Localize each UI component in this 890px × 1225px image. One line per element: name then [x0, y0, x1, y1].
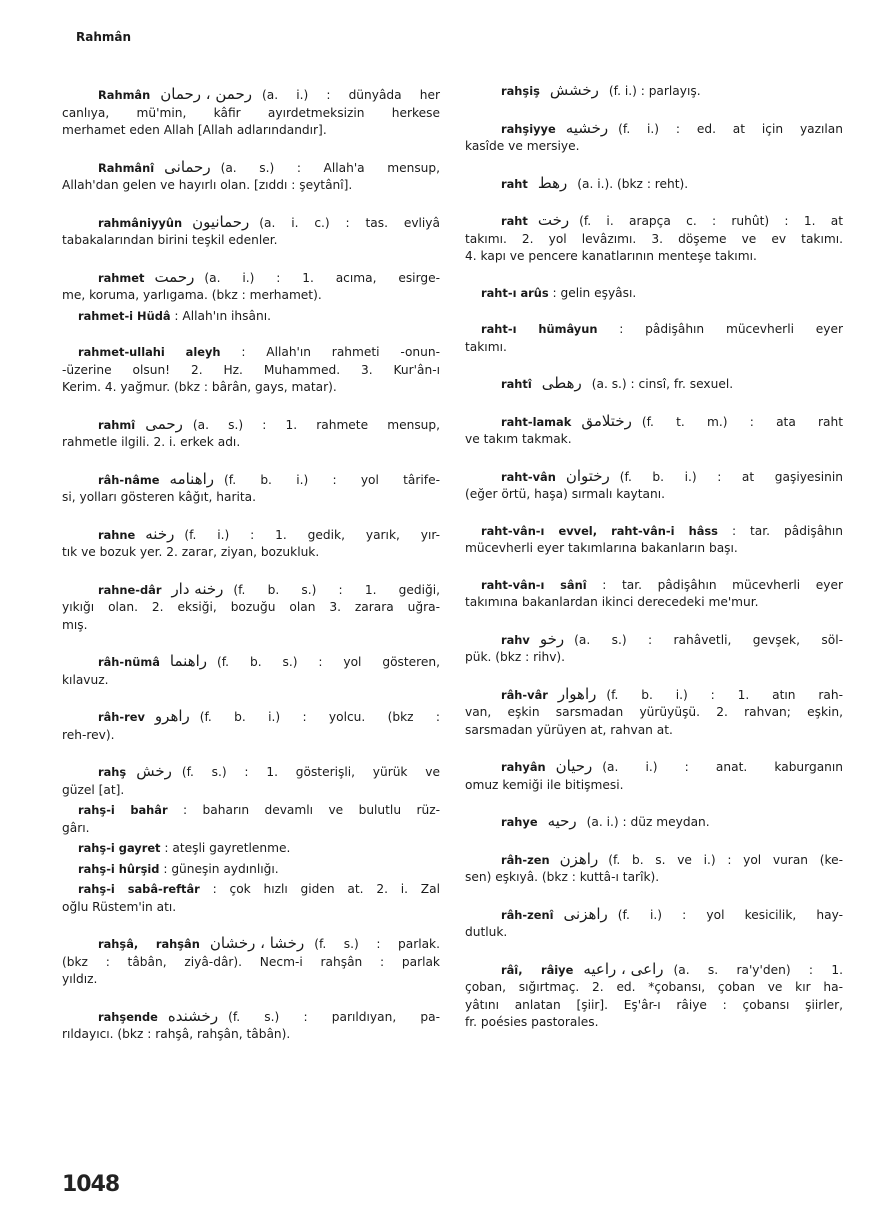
headword: râh-zenî	[501, 907, 554, 922]
headword: rahmâniyyûn	[98, 215, 183, 230]
arabic-script: راهنامه	[169, 469, 215, 488]
headword: raht	[501, 214, 528, 228]
right-column	[465, 82, 843, 1051]
definition-line: dutluk.	[465, 925, 508, 939]
headword: Rahmânî	[98, 160, 155, 175]
dictionary-entry	[62, 935, 440, 989]
headword: rahş-i bahâr	[78, 803, 168, 817]
headword: raht-ı arûs	[481, 285, 549, 300]
definition-text: : gelin eşyâsı.	[552, 285, 637, 300]
arabic-script: رخو	[539, 629, 565, 648]
dictionary-entry	[62, 763, 440, 799]
dictionary-entry	[62, 308, 440, 326]
definition-text: (f. b. s. ve i.) : yol vuran (ke-	[608, 852, 843, 867]
headword: rahtî	[501, 377, 532, 391]
dictionary-entry	[62, 159, 440, 195]
headword: râî, râiye	[501, 962, 574, 977]
dictionary-entry	[62, 526, 440, 562]
definition-text: : pâdişâhın mücevherli eyer	[619, 322, 843, 336]
dictionary-entry	[62, 1008, 440, 1044]
definition-line: oğlu Rüstem'in atı.	[62, 899, 177, 914]
definition-line: çoban, sığırtmaç. 2. ed. *çobansı, çoban ve kır ha-	[465, 980, 843, 994]
arabic-script: رختلامق	[581, 411, 632, 430]
definition-line: pük. (bkz : rihv).	[465, 650, 566, 664]
definition-text: (f. b. i.) : yolcu. (bkz :	[199, 710, 440, 724]
definition-line: güzel [at].	[62, 782, 125, 797]
definition-text: (f. s.) : parlak.	[314, 937, 440, 951]
headword: raht-vân-ı sânî	[481, 577, 587, 592]
headword: râh-zen	[501, 852, 550, 867]
definition-line: van, eşkin sarsmadan yürüyüşü. 2. rahvan; eşkin,	[465, 705, 843, 719]
headword: raht-lamak	[501, 414, 572, 429]
headword: rahne-dâr	[98, 582, 162, 597]
headword: rahmet	[98, 270, 145, 285]
arabic-script: رخشا ، رخشان	[209, 934, 305, 952]
definition-line: rıldayıcı. (bkz : rahşâ, rahşân, tâbân).	[62, 1027, 291, 1041]
headword: rahmet-i Hüdâ	[78, 308, 171, 323]
definition-text: : Allah'ın rahmeti -onun-	[241, 345, 440, 359]
definition-line: (eğer örtü, haşa) sırmalı kaytanı.	[465, 487, 666, 501]
definition-line: tabakalarından birini teşkil edenler.	[62, 233, 278, 247]
definition-line: ve takım takmak.	[465, 432, 572, 446]
headword: raht-vân-ı evvel, raht-vân-i hâss	[481, 523, 718, 538]
arabic-script: راهنما	[169, 652, 208, 670]
headword: rahne	[98, 527, 136, 542]
dictionary-entry	[465, 577, 843, 612]
headword: raht-ı hümâyun	[481, 322, 598, 336]
definition-line: yıkığı olan. 2. eksiği, bozuğu olan 3. zarara uğra-	[62, 600, 440, 614]
arabic-script: راهوار	[557, 684, 597, 703]
dictionary-entry	[62, 416, 440, 452]
definition-text: : tar. pâdişâhın mücevherli eyer	[602, 577, 843, 592]
arabic-script: رخنه دار	[171, 579, 224, 598]
arabic-script: راهرو	[154, 707, 190, 725]
dictionary-entry	[465, 212, 843, 266]
dictionary-entry	[62, 708, 440, 744]
dictionary-entry	[465, 631, 843, 667]
dictionary-entry	[465, 413, 843, 449]
headword: rahş-i hûrşid	[78, 861, 160, 876]
definition-text: (f. b. s.) : 1. gediği,	[233, 582, 440, 597]
dictionary-entry	[465, 82, 843, 101]
arabic-script: رحيان	[555, 757, 593, 775]
dictionary-entry	[465, 375, 843, 394]
definition-line: omuz kemiği ile bitişmesi.	[465, 777, 624, 792]
headword: râh-nümâ	[98, 655, 160, 669]
definition-line: sarsmadan yürüyen at, rahvan at.	[465, 722, 673, 737]
headword: rahşiyye	[501, 121, 556, 136]
dictionary-entry	[465, 468, 843, 504]
arabic-script: رحمن ، رحمان	[160, 85, 252, 103]
definition-line: Kerim. 4. yağmur. (bkz : bârân, gays, matar).	[62, 380, 337, 394]
arabic-script: رخشيه	[565, 118, 609, 137]
arabic-script: رختوان	[565, 466, 610, 485]
headword: rahş-i sabâ-reftâr	[78, 882, 200, 896]
definition-line: gârı.	[62, 820, 90, 835]
definition-line: tık ve bozuk yer. 2. zarar, ziyan, bozukluk.	[62, 545, 320, 559]
definition-line: Allah'dan gelen ve hayırlı olan. [zıddı : şeytânî].	[62, 178, 353, 192]
definition-text: (f. i.) : 1. gedik, yarık, yır-	[184, 527, 440, 542]
definition-text: (a. s.) : rahâvetli, gevşek, söl-	[574, 632, 843, 647]
arabic-script: رحمى	[145, 414, 183, 433]
definition-text: (a. s. ra'y'den) : 1.	[673, 962, 843, 977]
dictionary-entry	[465, 321, 843, 356]
definition-text: (a. i.). (bkz : reht).	[577, 176, 689, 191]
headword: rahye	[501, 815, 538, 829]
headword: rahv	[501, 632, 530, 647]
definition-text: (f. i. arapça c. : ruhût) : 1. at	[579, 214, 843, 228]
definition-line: 4. kapı ve pencere kanatlarının menteşe takımı.	[465, 249, 757, 263]
definition-text: : tar. pâdişâhın	[731, 523, 843, 538]
dictionary-entry	[465, 961, 843, 1032]
definition-text: (a. i.) : dünyâda her	[262, 88, 440, 102]
definition-text: (f. i.) : yol kesicilik, hay-	[617, 907, 843, 922]
definition-text: (a. s.) : 1. rahmete mensup,	[192, 417, 440, 432]
definition-text: : ateşli gayretlenme.	[164, 841, 291, 855]
definition-text: (f. b. s.) : yol gösteren,	[217, 655, 440, 669]
definition-text: (f. t. m.) : ata raht	[641, 414, 843, 429]
dictionary-entry	[465, 758, 843, 794]
definition-text: : güneşin aydınlığı.	[163, 861, 279, 876]
definition-text: : çok hızlı giden at. 2. i. Zal	[212, 882, 441, 896]
definition-text: (f. b. i.) : at gaşiyesinin	[619, 469, 843, 484]
definition-text: : baharın devamlı ve bulutlu rüz-	[183, 803, 440, 817]
dictionary-entry	[62, 214, 440, 250]
definition-line: yâtını anlatan [şiir]. Eş'âr-ı râiye : çobansı şiirler,	[465, 997, 843, 1012]
headword: raht	[501, 176, 528, 191]
arabic-script: رخت	[537, 211, 570, 229]
dictionary-entry	[465, 120, 843, 156]
definition-line: kılavuz.	[62, 672, 109, 687]
definition-line: kasîde ve mersiye.	[465, 139, 580, 153]
definition-line: sen) eşkıyâ. (bkz : kuttâ-ı tarîk).	[465, 870, 660, 884]
definition-text: (f. s.) : 1. gösterişli, yürük ve	[181, 765, 440, 779]
arabic-script: رهط	[537, 173, 568, 192]
dictionary-entry	[465, 851, 843, 887]
dictionary-entry	[465, 813, 843, 832]
definition-line: canlıya, mü'min, kâfir ayırdetmeksizin herkese	[62, 105, 440, 120]
definition-line: takımına bakanlardan ikinci derecedeki me'mur.	[465, 595, 759, 609]
dictionary-entry	[465, 906, 843, 942]
definition-text: (a. i.) : 1. acıma, esirge-	[204, 270, 440, 285]
definition-line: mış.	[62, 617, 88, 632]
arabic-script: رخشش	[549, 81, 599, 99]
dictionary-entry	[465, 175, 843, 194]
left-column	[62, 82, 440, 1063]
definition-text: (f. b. i.) : 1. atın rah-	[606, 687, 843, 702]
definition-text: (a. s.) : Allah'a mensup,	[220, 160, 440, 175]
headword: Rahmân	[98, 88, 151, 102]
definition-text: : Allah'ın ihsânı.	[174, 308, 271, 323]
arabic-script: راهزن	[559, 849, 599, 868]
dictionary-entry	[465, 523, 843, 558]
dictionary-entry	[62, 861, 440, 879]
definition-text: (a. i. c.) : tas. evliyâ	[259, 215, 440, 230]
dictionary-entry	[465, 285, 843, 303]
dictionary-entry	[62, 269, 440, 305]
definition-line: mücevherli eyer takımlarına bakanların başı.	[465, 541, 738, 555]
arabic-script: رحمت	[154, 267, 195, 286]
definition-line: takımı.	[465, 339, 507, 354]
arabic-script: راعى ، راعيه	[583, 959, 664, 978]
headword: rahşende	[98, 1009, 158, 1024]
dictionary-entry	[62, 581, 440, 635]
definition-line: yıldız.	[62, 972, 98, 986]
definition-line: (bkz : tâbân, ziyâ-dâr). Necm-i rahşân : parlak	[62, 954, 440, 969]
definition-line: takımı. 2. yol levâzımı. 3. döşeme ve ev takımı.	[465, 231, 843, 246]
arabic-script: رحمانى	[164, 157, 211, 176]
headword: rahyân	[501, 760, 546, 774]
headword: rahmet-ullahi aleyh	[78, 345, 221, 359]
headword: rahşâ, rahşân	[98, 937, 200, 951]
definition-line: -üzerine olsun! 2. Hz. Muhammed. 3. Kur'ân-ı	[62, 362, 440, 377]
arabic-script: رحيه	[547, 812, 577, 830]
definition-line: si, yolları gösteren kâğıt, harita.	[62, 490, 256, 504]
dictionary-entry	[465, 686, 843, 740]
arabic-script: رحمانيون	[192, 212, 250, 231]
definition-line: me, koruma, yarlıgama. (bkz : merhamet).	[62, 288, 322, 302]
dictionary-entry	[62, 840, 440, 858]
arabic-script: رخنه	[145, 524, 175, 543]
arabic-script: راهزنى	[563, 904, 608, 923]
headword: rahşiş	[501, 84, 540, 98]
definition-line: merhamet eden Allah [Allah adlarındandır].	[62, 123, 327, 137]
page-number: 1048	[62, 1172, 120, 1197]
arabic-script: رخش	[136, 762, 172, 780]
headword: râh-vâr	[501, 687, 548, 702]
definition-text: (f. b. i.) : yol târife-	[224, 472, 440, 487]
arabic-script: رخشنده	[167, 1006, 219, 1025]
headword: rahş	[98, 765, 127, 779]
headword: râh-rev	[98, 710, 145, 724]
dictionary-entry	[62, 471, 440, 507]
dictionary-entry	[62, 86, 440, 140]
headword: râh-nâme	[98, 472, 160, 487]
dictionary-entry	[62, 802, 440, 837]
definition-line: rahmetle ilgili. 2. i. erkek adı.	[62, 435, 241, 449]
headword: raht-vân	[501, 469, 556, 484]
definition-line: fr. poésies pastorales.	[465, 1015, 599, 1029]
running-head: Rahmân	[76, 30, 132, 44]
headword: rahş-i gayret	[78, 841, 161, 855]
definition-text: (a. i.) : anat. kaburganın	[602, 760, 843, 774]
arabic-script: رهطى	[541, 374, 582, 392]
definition-text: (f. i.) : ed. at için yazılan	[618, 121, 843, 136]
definition-text: (a. s.) : cinsî, fr. sexuel.	[591, 377, 734, 391]
dictionary-entry	[62, 653, 440, 689]
dictionary-entry	[62, 881, 440, 916]
definition-text: (f. i.) : parlayış.	[608, 84, 701, 98]
definition-text: (f. s.) : parıldıyan, pa-	[228, 1009, 440, 1024]
dictionary-entry	[62, 344, 440, 397]
definition-text: (a. i.) : düz meydan.	[586, 815, 710, 829]
headword: rahmî	[98, 417, 136, 432]
definition-line: reh-rev).	[62, 727, 115, 742]
